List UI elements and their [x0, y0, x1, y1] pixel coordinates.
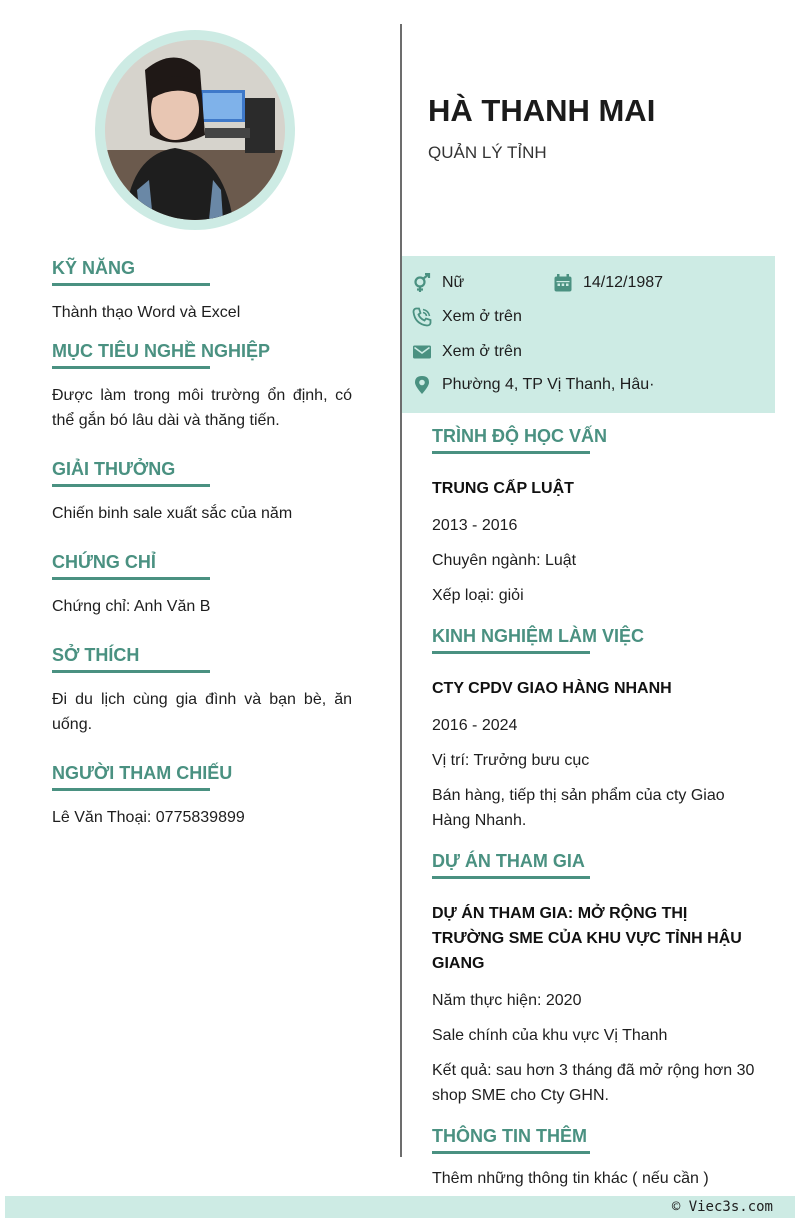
awards-section — [52, 457, 352, 526]
references-section — [52, 761, 352, 830]
section-underline — [432, 451, 590, 454]
email-row — [412, 342, 522, 362]
additional-info-section — [432, 1124, 762, 1191]
section-underline — [432, 651, 590, 654]
hobbies-section — [52, 643, 352, 737]
address-value: Phường 4, TP Vị Thanh, Hâu· — [442, 376, 655, 393]
avatar — [95, 30, 295, 230]
column-divider — [400, 24, 402, 1157]
objective-section — [52, 339, 352, 433]
job-title: QUẢN LÝ TỈNH — [428, 143, 547, 162]
section-text: Đi du lịch cùng gia đình và bạn bè, ăn uống. — [52, 691, 352, 733]
education-grade: Xếp loại: giỏi — [432, 587, 524, 604]
section-title: KỸ NĂNG — [52, 258, 136, 278]
section-underline — [52, 283, 210, 286]
section-title: GIẢI THƯỞNG — [52, 459, 176, 479]
right-column — [432, 424, 762, 1191]
additional-info-text: Thêm những thông tin khác ( nếu cần ) — [432, 1170, 709, 1187]
section-title: CHỨNG CHỈ — [52, 552, 156, 572]
email-icon — [412, 342, 432, 362]
section-underline — [52, 577, 210, 580]
project-role: Sale chính của khu vực Vị Thanh — [432, 1027, 668, 1044]
calendar-icon — [553, 273, 573, 293]
experience-period: 2016 - 2024 — [432, 717, 518, 734]
section-text: Chiến binh sale xuất sắc của năm — [52, 505, 293, 522]
project-name: DỰ ÁN THAM GIA: MỞ RỘNG THỊ TRƯỜNG SME CỦA KHU VỰC TỈNH HẬU GIANG — [432, 905, 742, 972]
projects-section — [432, 849, 762, 1108]
left-column — [52, 256, 352, 830]
school-name: TRUNG CẤP LUẬT — [432, 480, 574, 497]
gender-row — [412, 273, 464, 293]
email-value: Xem ở trên — [442, 343, 522, 360]
section-underline — [52, 670, 210, 673]
footer-copyright: © Viec3s.com — [671, 1199, 773, 1215]
address-row — [412, 375, 654, 395]
phone-row — [412, 307, 522, 327]
experience-position: Vị trí: Trưởng bưu cục — [432, 752, 590, 769]
section-title: NGƯỜI THAM CHIẾU — [52, 763, 233, 783]
certificates-section — [52, 550, 352, 619]
gender-value: Nữ — [442, 274, 465, 291]
skills-section — [52, 256, 352, 325]
section-title: DỰ ÁN THAM GIA — [432, 851, 585, 871]
experience-section — [432, 624, 762, 833]
gender-icon — [412, 273, 432, 293]
section-text: Lê Văn Thoại: 0775839899 — [52, 809, 245, 826]
section-title: KINH NGHIỆM LÀM VIỆC — [432, 626, 645, 646]
project-result: Kết quả: sau hơn 3 tháng đã mở rộng hơn 30 shop SME cho Cty GHN. — [432, 1062, 755, 1104]
profile-photo — [105, 40, 285, 220]
phone-icon — [412, 307, 432, 327]
birthday-row — [553, 273, 663, 293]
section-title: TRÌNH ĐỘ HỌC VẤN — [432, 426, 607, 446]
section-underline — [52, 366, 210, 369]
section-underline — [432, 876, 590, 879]
footer-bar — [5, 1196, 795, 1218]
section-text: Được làm trong môi trường ổn định, có thể gắn bó lâu dài và thăng tiến. — [52, 387, 352, 429]
section-title: MỤC TIÊU NGHỀ NGHIỆP — [52, 341, 271, 361]
education-section — [432, 424, 762, 608]
birthday-value: 14/12/1987 — [583, 274, 664, 291]
section-underline — [52, 484, 210, 487]
section-underline — [432, 1151, 590, 1154]
experience-description: Bán hàng, tiếp thị sản phẩm của cty Giao Hàng Nhanh. — [432, 787, 725, 829]
contact-panel — [402, 256, 775, 413]
company-name: CTY CPDV GIAO HÀNG NHANH — [432, 680, 672, 697]
section-underline — [52, 788, 210, 791]
section-title: THÔNG TIN THÊM — [432, 1126, 587, 1146]
section-text: Chứng chỉ: Anh Văn B — [52, 598, 211, 615]
section-text: Thành thạo Word và Excel — [52, 304, 241, 321]
project-year: Năm thực hiện: 2020 — [432, 992, 582, 1009]
education-period: 2013 - 2016 — [432, 517, 518, 534]
phone-value: Xem ở trên — [442, 308, 522, 325]
education-major: Chuyên ngành: Luật — [432, 552, 577, 569]
section-title: SỞ THÍCH — [52, 645, 140, 665]
candidate-name: HÀ THANH MAI — [428, 93, 656, 128]
location-icon — [412, 375, 432, 395]
